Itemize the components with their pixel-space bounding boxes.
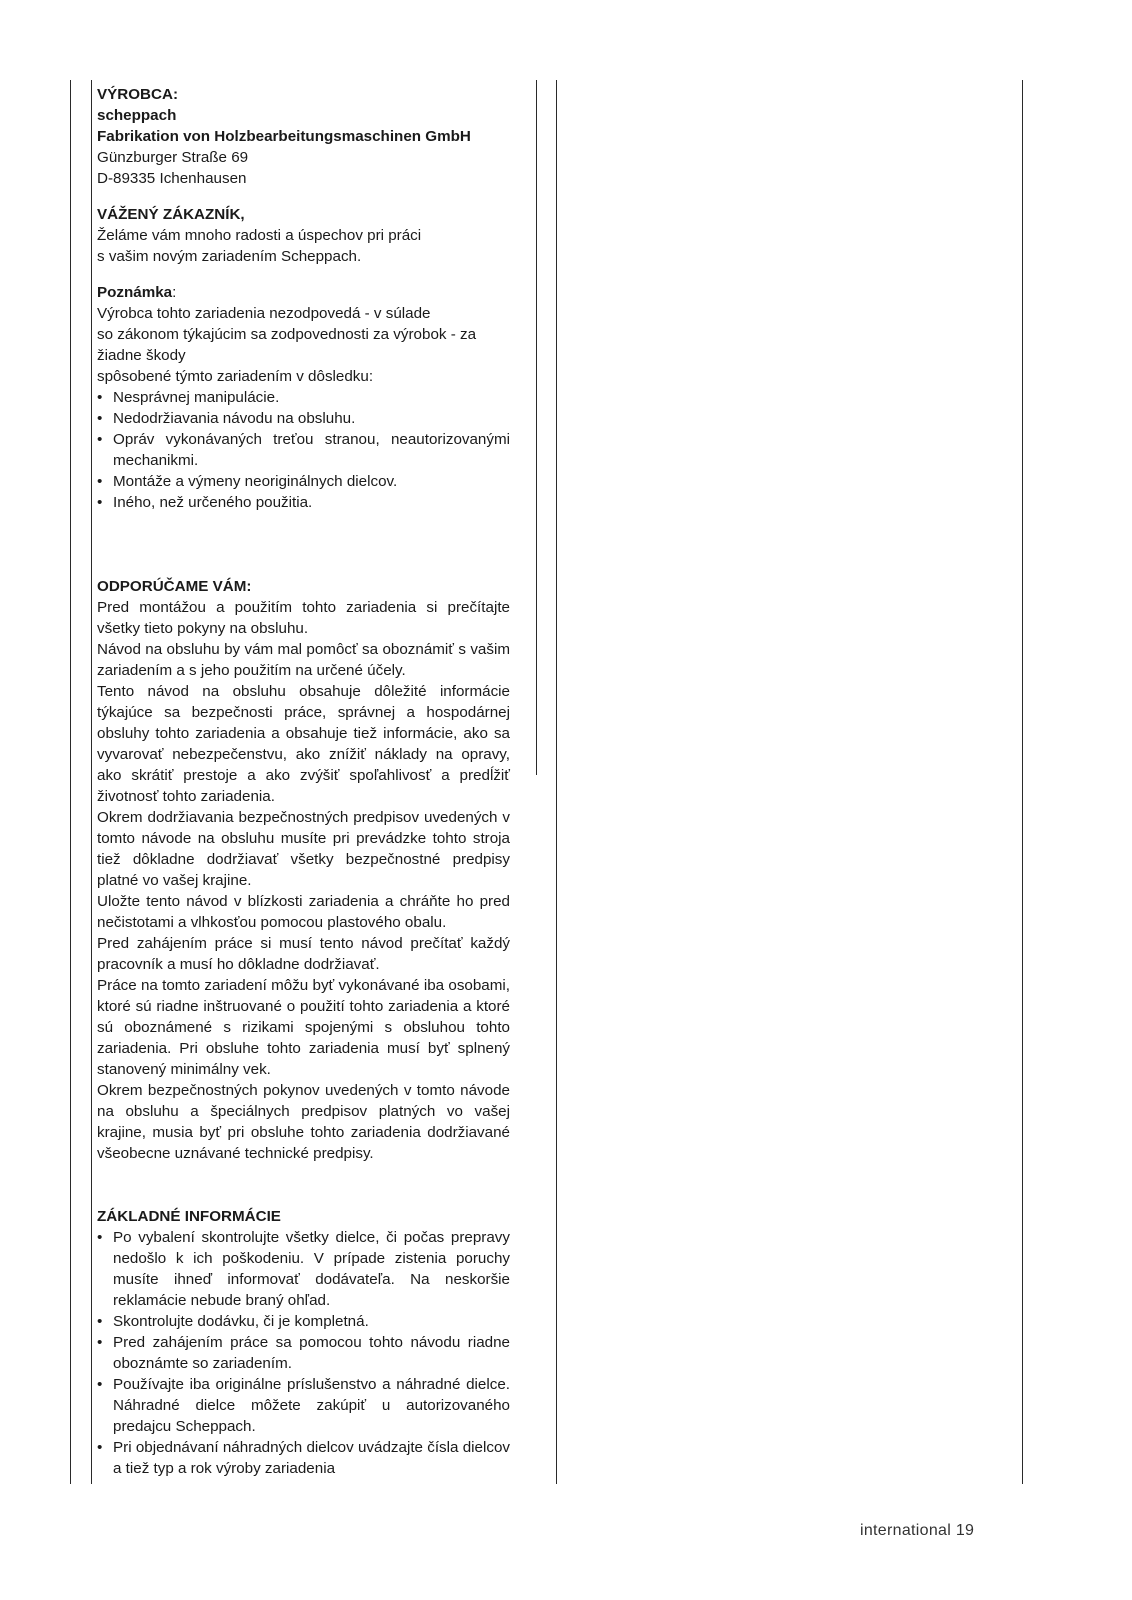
note-colon: : xyxy=(172,284,177,301)
manufacturer-heading: VÝROBCA: xyxy=(97,86,179,103)
manufacturer-section xyxy=(97,84,510,189)
note-title xyxy=(97,282,510,303)
list-item: • Pred zahájením práce sa pomocou tohto návodu riadne oboznámte so zariadením. xyxy=(97,1332,510,1374)
page-number: international 19 xyxy=(860,1522,975,1539)
rule-left-outer xyxy=(70,80,71,1484)
paragraph: Pred zahájením práce si musí tento návod prečítať každý pracovník a musí ho dôkladne dodržiavať. xyxy=(97,935,510,973)
basic-info-section xyxy=(97,1206,510,1479)
rule-center-b xyxy=(556,80,557,1484)
list-item: • Po vybalení skontrolujte všetky dielce, či počas prepravy nedošlo k ich poškodeniu. V prípade zistenia poruchy musíte ihneď informovať dodávateľa. Na neskoršie reklamácie nebude braný ohľad. xyxy=(97,1227,510,1311)
paragraph: Pred montážou a použitím tohto zariadenia si prečítajte všetky tieto pokyny na obsluhu. xyxy=(97,599,510,637)
rule-center-a xyxy=(536,80,537,775)
note-list xyxy=(97,387,510,513)
manufacturer-city: D-89335 Ichenhausen xyxy=(97,170,247,187)
basic-info-list xyxy=(97,1227,510,1479)
customer-line: Želáme vám mnoho radosti a úspechov pri práci xyxy=(97,227,422,244)
list-item: • Nedodržiavania návodu na obsluhu. xyxy=(97,408,510,429)
customer-line: s vašim novým zariadením Scheppach. xyxy=(97,248,362,265)
customer-section xyxy=(97,204,510,267)
recommend-heading: ODPORÚČAME VÁM: xyxy=(97,578,252,595)
list-item: • Nesprávnej manipulácie. xyxy=(97,387,510,408)
paragraph: Uložte tento návod v blízkosti zariadenia a chráňte ho pred nečistotami a vlhkosťou pomocou plastového obalu. xyxy=(97,893,510,931)
note-label: Poznámka xyxy=(97,284,173,301)
recommend-section xyxy=(97,576,510,1164)
manufacturer-company: Fabrikation von Holzbearbeitungsmaschinen GmbH xyxy=(97,128,471,145)
note-line: spôsobené týmto zariadením v dôsledku: xyxy=(97,368,374,385)
list-item: • Opráv vykonávaných treťou stranou, neautorizovanými mechanikmi. xyxy=(97,429,510,471)
list-item: • Iného, než určeného použitia. xyxy=(97,492,510,513)
basic-info-heading: ZÁKLADNÉ INFORMÁCIE xyxy=(97,1208,281,1225)
list-item: • Používajte iba originálne príslušenstvo a náhradné dielce. Náhradné dielce môžete zakúpiť u autorizovaného predajcu Scheppach. xyxy=(97,1374,510,1437)
note-line: so zákonom týkajúcim sa zodpovednosti za výrobok - za žiadne škody xyxy=(97,326,477,364)
paragraph: Okrem bezpečnostných pokynov uvedených v tomto návode na obsluhu a špeciálnych predpisov platných vo vašej krajine, musia byť pri obsluhe tohto zariadenia dodržiavané všeobecne uznávané technické predpisy. xyxy=(97,1082,510,1162)
paragraph: Tento návod na obsluhu obsahuje dôležité informácie týkajúce sa bezpečnosti práce, správnej a hospodárnej obsluhy tohto zariadenia a obsahuje tiež informácie, ako sa vyvarovať nebezpečenstvu, ako znížiť náklady na opravy, ako skrátiť prestoje a ako zvýšiť spoľahlivosť a predĺžiť životnosť tohto zariadenia. xyxy=(97,683,510,805)
manufacturer-brand: scheppach xyxy=(97,107,177,124)
customer-heading: VÁŽENÝ ZÁKAZNÍK, xyxy=(97,206,245,223)
left-column xyxy=(97,84,510,1479)
list-item: • Montáže a výmeny neoriginálnych dielcov. xyxy=(97,471,510,492)
list-item: • Skontrolujte dodávku, či je kompletná. xyxy=(97,1311,510,1332)
paragraph: Okrem dodržiavania bezpečnostných predpisov uvedených v tomto návode na obsluhu musíte pri prevádzke tohto stroja tiež dôkladne dodržiavať všetky bezpečnostné predpisy platné vo vašej krajine. xyxy=(97,809,510,889)
paragraph: Návod na obsluhu by vám mal pomôcť sa oboznámiť s vašim zariadením a s jeho použitím na určené účely. xyxy=(97,641,510,679)
manufacturer-street: Günzburger Straße 69 xyxy=(97,149,249,166)
note-line: Výrobca tohto zariadenia nezodpovedá - v súlade xyxy=(97,305,431,322)
paragraph: Práce na tomto zariadení môžu byť vykonávané iba osobami, ktoré sú riadne inštruované o použití tohto zariadenia a ktoré sú oboznámené s rizikami spojenými s obsluhou tohto zariadenia. Pri obsluhe tohto zariadenia musí byť splnený stanovený minimálny vek. xyxy=(97,977,510,1078)
rule-left-inner xyxy=(91,80,92,1484)
list-item: • Pri objednávaní náhradných dielcov uvádzajte čísla dielcov a tiež typ a rok výroby zariadenia xyxy=(97,1437,510,1479)
rule-right xyxy=(1022,80,1023,1484)
note-section xyxy=(97,282,510,513)
